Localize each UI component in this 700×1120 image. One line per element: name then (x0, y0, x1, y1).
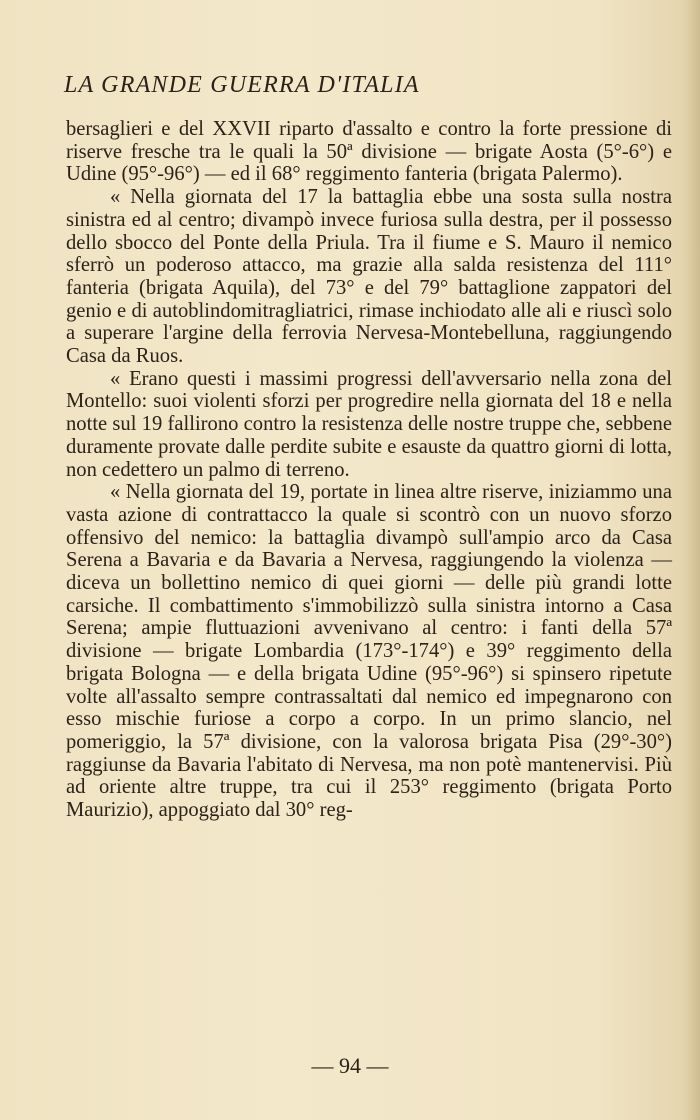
paragraph: bersaglieri e del XXVII riparto d'assalto e contro la forte pressione di riserve fresche tra le quali la 50ª divisione — brigate Aosta (5°-6°) e Udine (95°-96°) — ed il 68° reggimento fanteria (brigata Palermo). (66, 118, 672, 186)
body-text (66, 118, 672, 822)
page-number: — 94 — (311, 1053, 389, 1078)
paragraph: « Erano questi i massimi progressi dell'avversario nella zona del Montello: suoi violenti sforzi per progredire nella giornata del 18 e nella notte sul 19 fallirono contro la resistenza delle nostre truppe che, sebbene duramente provate dalle perdite subite e esauste da quattro giorni di lotta, non cedettero un palmo di terreno. (66, 367, 672, 481)
running-title: LA GRANDE GUERRA D'ITALIA (64, 72, 420, 98)
paragraph: « Nella giornata del 19, portate in linea altre riserve, iniziammo una vasta azione di contrattacco la quale si scontrò con un nuovo sforzo offensivo del nemico: la battaglia divampò sull'ampio arco da Casa Serena a Bavaria e da Bavaria a Nervesa, raggiungendo la violenza — diceva un bollettino nemico di quei giorni — delle più grandi lotte carsiche. Il combattimento s'immobilizzò sulla sinistra intorno a Casa Serena; ampie fluttuazioni avvenivano al centro: i fanti della 57ª divisione — brigate Lombardia (173°-174°) e 39° reggimento della brigata Bologna — e della brigata Udine (95°-96°) si spinsero ripetute volte all'assalto sempre contrassaltati dal nemico ed impegnarono con esso mischie furiose a corpo a corpo. In un primo slancio, nel pomeriggio, la 57ª divisione, con la valorosa brigata Pisa (29°-30°) raggiunse da Bavaria l'abitato di Nervesa, ma non potè mantenervisi. Più ad oriente altre truppe, tra cui il 253° reggimento (brigata Porto Maurizio), appoggiato dal 30° reg- (66, 481, 672, 822)
page-edge-shadow (686, 0, 700, 1120)
paragraph: « Nella giornata del 17 la battaglia ebbe una sosta sulla nostra sinistra ed al centro; divampò invece furiosa sulla destra, per il possesso dello sbocco del Ponte della Priula. Tra il fiume e S. Mauro il nemico sferrò un poderoso attacco, ma grazie alla salda resistenza del 111° fanteria (brigata Aquila), del 73° e del 79° battaglione zappatori del genio e di autoblindomitragliatrici, rimase inchiodato alle ali e riuscì solo a superare l'argine della ferrovia Nervesa-Montebelluna, raggiungendo Casa da Ruos. (66, 186, 672, 368)
